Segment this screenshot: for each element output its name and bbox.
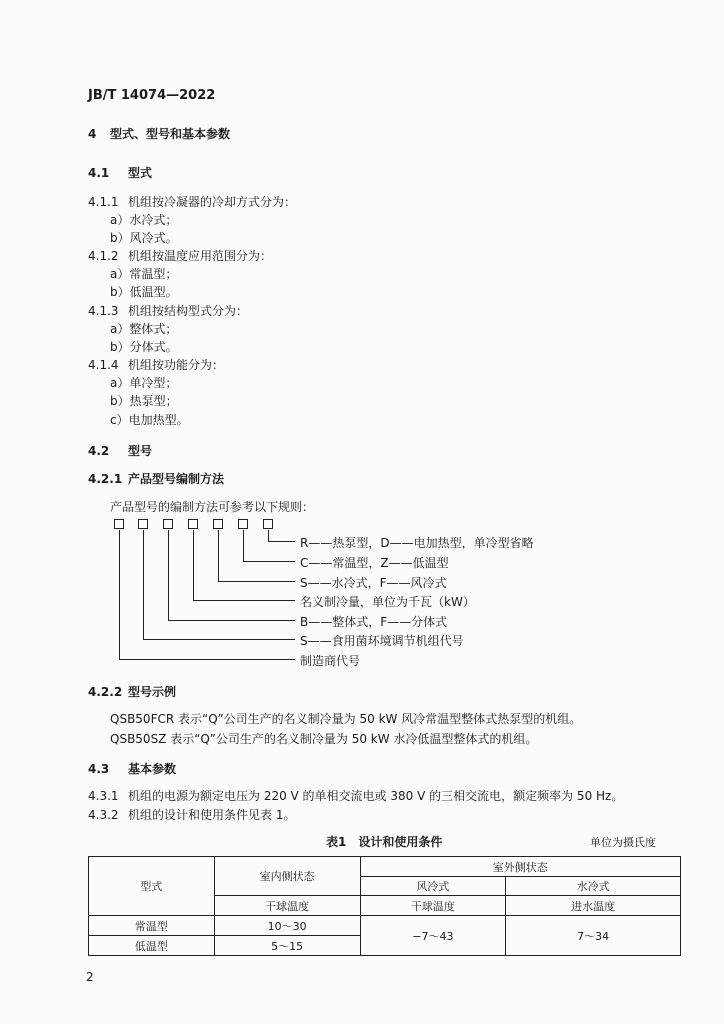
leader-line — [243, 530, 244, 561]
leader-line — [268, 541, 295, 542]
code-box — [188, 519, 198, 529]
clause-number: 4.2.1 — [88, 472, 123, 486]
list-item: b）分体式。 — [110, 340, 178, 354]
clause — [88, 193, 296, 210]
leader-line — [193, 530, 194, 600]
header-type: 型式 — [89, 857, 215, 916]
header-air-cooled: 风冷式 — [360, 877, 506, 896]
clause-text: 机组按功能分为： — [128, 358, 225, 372]
leader-line — [243, 561, 295, 562]
list-item: c）电加热型。 — [110, 413, 189, 427]
model-code-label: C——常温型，Z——低温型 — [300, 556, 449, 570]
subsection-title: 型式 — [128, 166, 153, 180]
code-box — [138, 519, 148, 529]
table-row — [89, 916, 681, 936]
leader-line — [143, 530, 144, 639]
model-example: QSB50FCR 表示“Q”公司生产的名义制冷量为 50 kW 风冷常温型整体式热泵型的机组。 — [110, 712, 582, 726]
leader-line — [168, 620, 295, 621]
list-item: a）水冷式； — [110, 213, 178, 227]
model-intro: 产品型号的编制方法可参考以下规则： — [110, 500, 315, 514]
clause — [88, 806, 295, 823]
subsection-number: 4.2 — [88, 444, 110, 458]
table-unit: 单位为摄氏度 — [590, 836, 656, 849]
clause-number: 4.3.2 — [88, 808, 119, 822]
row-type: 低温型 — [89, 936, 215, 956]
subsection-number: 4.1 — [88, 166, 110, 180]
row-indoor: 10～30 — [214, 916, 360, 936]
model-code-label: R——热泵型，D——电加热型，单冷型省略 — [300, 536, 534, 550]
clause-heading — [88, 683, 176, 700]
model-code-label: 名义制冷量，单位为千瓦（kW） — [300, 595, 475, 609]
list-item: b）低温型。 — [110, 285, 178, 299]
section-heading — [88, 125, 230, 142]
model-example: QSB50SZ 表示“Q”公司生产的名义制冷量为 50 kW 水冷低温型整体式的机组。 — [110, 732, 538, 746]
clause — [88, 302, 248, 319]
section-title: 型式、型号和基本参数 — [110, 127, 231, 141]
clause-text: 机组按结构型式分为： — [128, 304, 249, 318]
table-caption: 表1 设计和使用条件 — [326, 835, 443, 849]
subsection-heading — [88, 442, 152, 459]
row-indoor: 5～15 — [214, 936, 360, 956]
conditions-table — [88, 856, 681, 956]
leader-line — [119, 659, 295, 660]
clause-number: 4.1.2 — [88, 249, 119, 263]
leader-line — [268, 530, 269, 541]
clause — [88, 356, 224, 373]
clause-number: 4.1.4 — [88, 358, 119, 372]
header-inlet-water: 进水温度 — [506, 896, 681, 916]
clause-number: 4.2.2 — [88, 685, 123, 699]
leader-line — [218, 530, 219, 581]
model-code-label: B——整体式，F——分体式 — [300, 615, 448, 629]
code-box — [263, 519, 273, 529]
model-code-label: S——水冷式，F——风冷式 — [300, 576, 447, 590]
clause-text: 机组按冷凝器的冷却方式分为： — [128, 195, 297, 209]
header-outdoor: 室外侧状态 — [360, 857, 680, 877]
clause-number: 4.1.3 — [88, 304, 119, 318]
header-water-cooled: 水冷式 — [506, 877, 681, 896]
air-range-cell: −7～43 — [360, 916, 506, 956]
model-code-label: 制造商代号 — [300, 654, 361, 668]
list-item: a）整体式； — [110, 322, 178, 336]
clause-text: 机组的电源为额定电压为 220 V 的单相交流电或 380 V 的三相交流电，额定频率为 50 Hz。 — [128, 789, 624, 803]
clause-text: 机组的设计和使用条件见表 1。 — [128, 808, 296, 822]
list-item: a）单冷型； — [110, 376, 178, 390]
header-dry-bulb: 干球温度 — [214, 896, 360, 916]
row-type: 常温型 — [89, 916, 215, 936]
model-code-label: S——食用菌环境调节机组代号 — [300, 634, 464, 648]
code-box — [114, 519, 124, 529]
subsection-number: 4.3 — [88, 762, 110, 776]
code-box — [163, 519, 173, 529]
clause — [88, 787, 623, 804]
water-range-cell: 7～34 — [506, 916, 681, 956]
list-item: b）风冷式。 — [110, 231, 178, 245]
clause-heading — [88, 470, 224, 487]
code-box — [213, 519, 223, 529]
clause — [88, 247, 272, 264]
header-dry-bulb: 干球温度 — [360, 896, 506, 916]
clause-number: 4.1.1 — [88, 195, 119, 209]
subsection-title: 型号 — [128, 444, 153, 458]
clause-number: 4.3.1 — [88, 789, 119, 803]
subsection-heading — [88, 164, 152, 181]
subsection-heading — [88, 760, 176, 777]
clause-text: 机组按温度应用范围分为： — [128, 249, 273, 263]
leader-line — [168, 530, 169, 620]
list-item: a）常温型； — [110, 267, 178, 281]
header-indoor: 室内侧状态 — [214, 857, 360, 896]
standard-number: JB/T 14074—2022 — [88, 88, 216, 103]
subsection-title: 基本参数 — [128, 762, 177, 776]
list-item: b）热泵型； — [110, 394, 178, 408]
leader-line — [218, 581, 295, 582]
code-box — [238, 519, 248, 529]
leader-line — [143, 639, 295, 640]
leader-line — [193, 600, 295, 601]
clause-title: 型号示例 — [128, 685, 177, 699]
clause-title: 产品型号编制方法 — [128, 472, 225, 486]
section-number: 4 — [88, 127, 97, 141]
leader-line — [119, 530, 120, 659]
page-number: 2 — [86, 970, 94, 984]
